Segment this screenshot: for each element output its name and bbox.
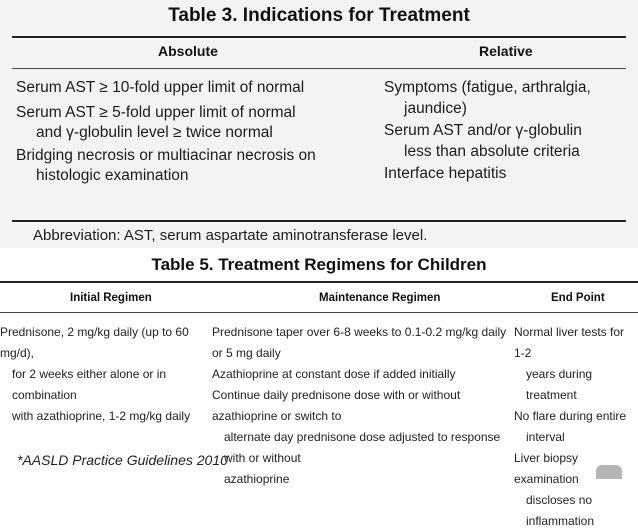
item-line: histologic examination <box>36 167 189 184</box>
initial-regimen-header: Initial Regimen <box>70 292 152 304</box>
slide-tab-icon <box>596 465 622 479</box>
table-5-top-rule <box>0 281 638 283</box>
end-point-line: Liver biopsy examination <box>514 451 579 486</box>
table-5 <box>0 255 638 528</box>
table-5-header-rule <box>0 312 638 313</box>
end-point-column <box>514 322 638 532</box>
table-3-header-rule <box>12 68 626 69</box>
relative-item <box>384 78 591 119</box>
item-line: Interface hepatitis <box>384 165 507 182</box>
absolute-item <box>16 103 316 144</box>
absolute-column <box>16 78 316 189</box>
table-3-title: Table 3. Indications for Treatment <box>168 5 470 26</box>
maintenance-regimen-column <box>212 322 514 490</box>
relative-header: Relative <box>479 43 533 59</box>
item-line: Bridging necrosis or multiacinar necrosis on <box>16 146 316 164</box>
regimen-line: Prednisone, 2 mg/kg daily (up to 60 mg/d), <box>0 325 189 360</box>
source-credit: *AASLD Practice Guidelines 2010 <box>17 452 228 468</box>
end-point-line: No flare during entire <box>514 409 627 423</box>
end-point-header: End Point <box>551 292 605 304</box>
regimen-line: Azathioprine at constant dose if added initially <box>212 367 456 381</box>
relative-item <box>384 164 591 185</box>
item-line: Serum AST ≥ 10-fold upper limit of normal <box>16 79 305 96</box>
end-point-line: years during treatment <box>526 367 593 402</box>
item-line: less than absolute criteria <box>404 142 580 160</box>
regimen-line: alternate day prednisone dose adjusted to response with or without <box>224 430 501 465</box>
regimen-line: with azathioprine, 1-2 mg/kg daily <box>12 409 191 423</box>
end-point-line: discloses no <box>526 493 593 507</box>
item-line: jaundice) <box>404 99 467 117</box>
item-line: Serum AST ≥ 5-fold upper limit of normal <box>16 103 296 121</box>
regimen-line: Prednisone taper over 6-8 weeks to 0.1-0.2 mg/kg daily or 5 mg daily <box>212 325 507 360</box>
table-5-title: Table 5. Treatment Regimens for Children <box>151 255 487 274</box>
absolute-item <box>16 78 316 99</box>
table-3-bottom-rule <box>12 220 626 222</box>
item-line: Serum AST and/or γ-globulin <box>384 122 582 139</box>
initial-regimen-column <box>0 322 208 427</box>
item-line: Symptoms (fatigue, arthralgia, <box>384 79 591 96</box>
end-point-line: interval <box>526 430 565 444</box>
absolute-header: Absolute <box>158 43 218 59</box>
regimen-line: Continue daily prednisone dose with or without azathioprine or switch to <box>212 388 461 423</box>
absolute-item <box>16 146 316 187</box>
table-3 <box>0 0 638 248</box>
end-point-line: Normal liver tests for 1-2 <box>514 325 625 360</box>
relative-column <box>384 78 591 187</box>
item-line: and γ-globulin level ≥ twice normal <box>36 124 273 141</box>
table-3-top-rule <box>12 36 626 38</box>
regimen-line: for 2 weeks either alone or in combination <box>12 367 167 402</box>
end-point-line: inflammation <box>526 514 595 528</box>
relative-item <box>384 121 591 162</box>
maintenance-regimen-header: Maintenance Regimen <box>319 292 441 304</box>
abbreviation-note: Abbreviation: AST, serum aspartate aminotransferase level. <box>33 227 428 244</box>
regimen-line: azathioprine <box>224 472 290 486</box>
